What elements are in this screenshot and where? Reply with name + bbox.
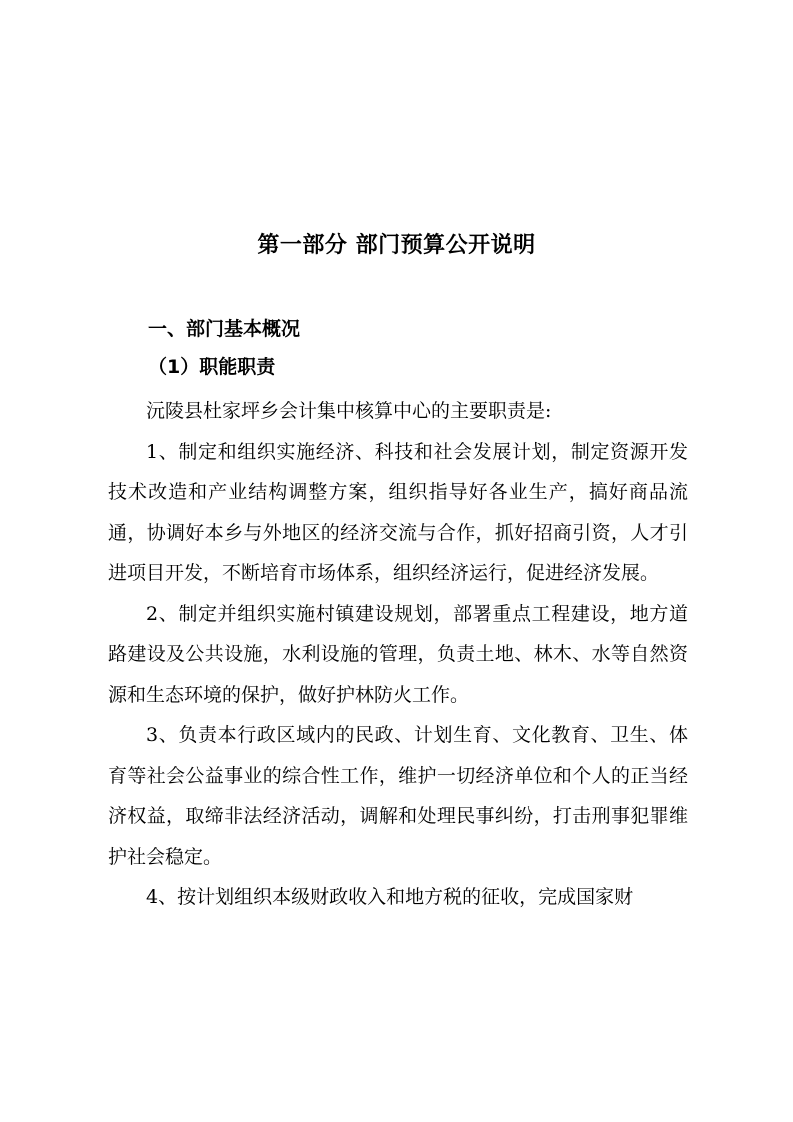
paragraph-duty-1: 1、制定和组织实施经济、科技和社会发展计划，制定资源开发技术改造和产业结构调整方案，组织指导好各业生产，搞好商品流通，协调好本乡与外地区的经济交流与合作，抓好招商引资，人才引进项目开发，不断培育市场体系，组织经济运行，促进经济发展。 [108, 440, 688, 584]
page-title: 第一部分 部门预算公开说明 [257, 233, 536, 258]
body-text [108, 391, 688, 918]
sub-heading: （1）职能职责 [148, 356, 276, 378]
paragraph-duty-2: 2、制定并组织实施村镇建设规划，部署重点工程建设，地方道路建设及公共设施，水利设施的管理，负责土地、林木、水等自然资源和生态环境的保护，做好护林防火工作。 [108, 602, 688, 706]
paragraph-duty-3: 3、负责本行政区域内的民政、计划生育、文化教育、卫生、体育等社会公益事业的综合性工作，维护一切经济单位和个人的正当经济权益，取缔非法经济活动，调解和处理民事纠纷，打击刑事犯罪维护社会稳定。 [108, 724, 688, 868]
paragraph-duty-4: 4、按计划组织本级财政收入和地方税的征收，完成国家财 [146, 886, 634, 908]
paragraph-intro: 沅陵县杜家坪乡会计集中核算中心的主要职责是: [146, 400, 552, 422]
section-heading: 一、部门基本概况 [148, 318, 301, 340]
